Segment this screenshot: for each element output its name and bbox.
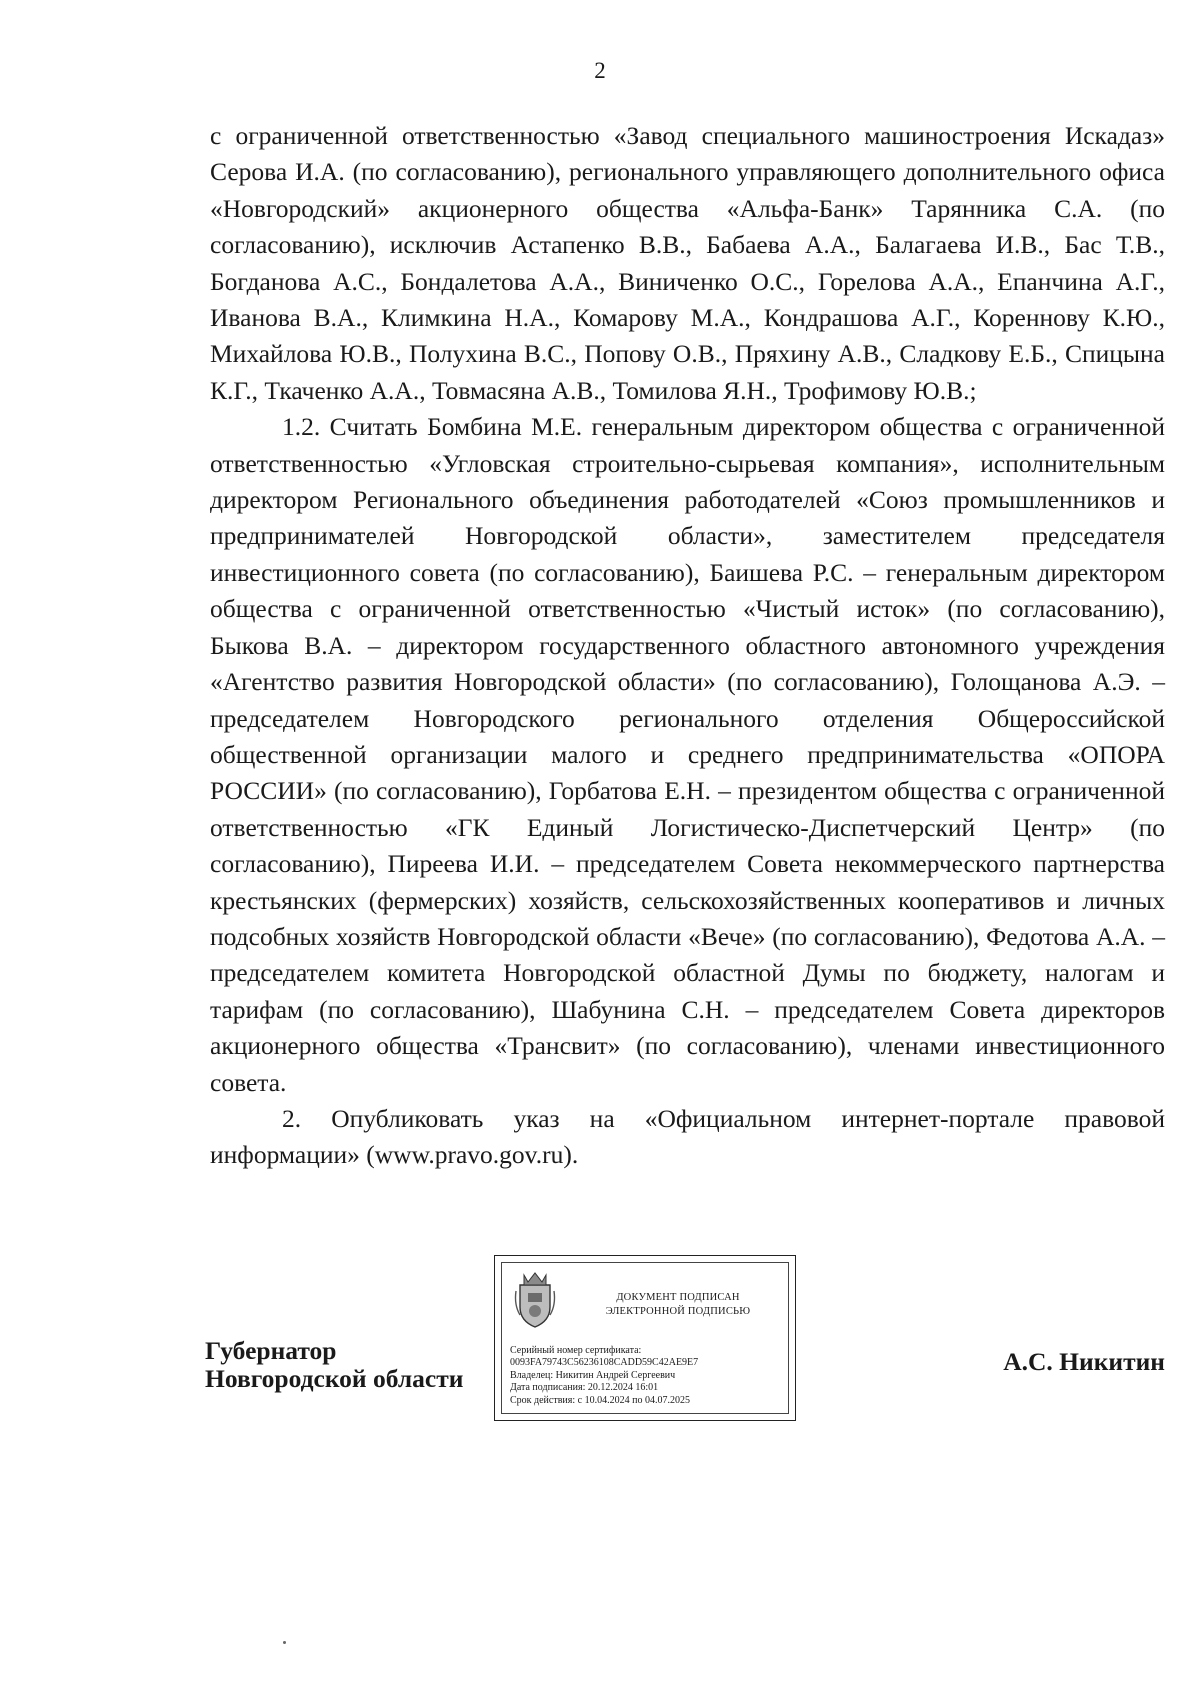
certificate-serial-value: 0093FA79743C56236108CADD59C42AE9E7 bbox=[510, 1357, 699, 1369]
signatory-title-line1: Губернатор bbox=[205, 1336, 337, 1365]
paragraph-continuation: с ограниченной ответственностью «Завод специального машиностроения Искадаз» Серова И.А. (по согласованию), регионального управляющего дополнительного офиса «Новгородский» акционерного общества «Альфа-Банк» Тарянника С.А. (по согласованию), исключив Астапенко В.В., Бабаева А.А., Балагаева И.В., Бас Т.В., Богданова А.С., Бондалетова А.А., Виниченко О.С., Горелова А.А., Епанчина А.Г., Иванова В.А., Климкина Н.А., Комарову М.А., Кондрашова А.Г., Кореннову К.Ю., Михайлова Ю.В., Полухина В.С., Попову О.В., Пряхину А.В., Сладкову Е.Б., Спицына К.Г., Ткаченко А.А., Товмасяна А.В., Томилова Я.Н., Трофимову Ю.В.; bbox=[210, 121, 1165, 405]
electronic-signature-stamp bbox=[494, 1255, 796, 1421]
signatory-title-line2: Новгородской области bbox=[205, 1364, 464, 1393]
certificate-serial-label: Серийный номер сертификата: bbox=[510, 1345, 642, 1356]
stamp-heading-line1: ДОКУМЕНТ ПОДПИСАН bbox=[616, 1292, 740, 1303]
signing-date: Дата подписания: 20.12.2024 16:01 bbox=[510, 1382, 659, 1394]
scan-speck bbox=[283, 1641, 286, 1644]
coat-of-arms-icon bbox=[512, 1271, 558, 1329]
stamp-heading bbox=[574, 1291, 782, 1319]
stamp-heading-line2: ЭЛЕКТРОННОЙ ПОДПИСЬЮ bbox=[605, 1306, 751, 1317]
certificate-validity: Срок действия: с 10.04.2024 по 04.07.2025 bbox=[510, 1394, 690, 1406]
stamp-details bbox=[510, 1345, 784, 1407]
certificate-owner: Владелец: Никитин Андрей Сергеевич bbox=[510, 1369, 676, 1381]
signatory-title bbox=[205, 1337, 463, 1393]
paragraph-1-2: 1.2. Считать Бомбина М.Е. генеральным директором общества с ограниченной ответственностью «Угловская строительно-сырьевая компания», исполнительным директором Регионального объединения работодателей «Союз промышленников и предпринимателей Новгородской области», заместителем председателя инвестиционного совета (по согласованию), Баишева Р.С. – генеральным директором общества с ограниченной ответственностью «Чистый исток» (по согласованию), Быкова В.А. – директором государственного областного автономного учреждения «Агентство развития Новгородской области» (по согласованию), Голощанова А.Э. – председателем Новгородского регионального отделения Общероссийской общественной организации малого и среднего предпринимательства «ОПОРА РОССИИ» (по согласованию), Горбатова Е.Н. – президентом общества с ограниченной ответственностью «ГК Единый Логистическо-Диспетчерский Центр» (по согласованию), Пиреева И.И. – председателем Совета некоммерческого партнерства крестьянских (фермерских) хозяйств, сельскохозяйственных кооперативов и личных подсобных хозяйств Новгородской области «Вече» (по согласованию), Федотова А.А. – председателем комитета Новгородской областной Думы по бюджету, налогам и тарифам (по согласованию), Шабунина С.Н. – председателем Совета директоров акционерного общества «Трансвит» (по согласованию), членами инвестиционного совета. bbox=[210, 412, 1165, 1097]
document-body bbox=[210, 118, 1165, 1174]
page-number: 2 bbox=[594, 58, 606, 83]
stamp-frame bbox=[501, 1262, 789, 1414]
paragraph-2: 2. Опубликовать указ на «Официальном интернет-портале правовой информации» (www.pravo.gov.ru). bbox=[210, 1103, 1165, 1170]
signer-name: А.С. Никитин bbox=[1003, 1347, 1165, 1376]
signature-block bbox=[205, 1255, 1165, 1425]
